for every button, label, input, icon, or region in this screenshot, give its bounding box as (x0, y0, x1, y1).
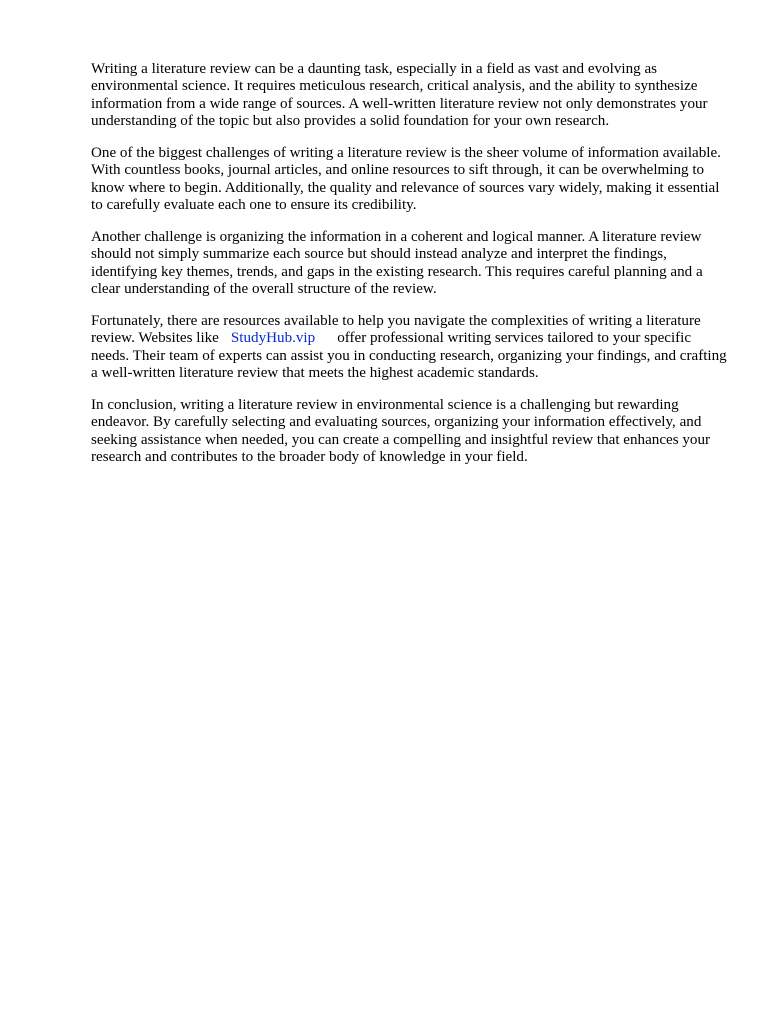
document-body (91, 61, 731, 481)
challenges-paragraph: One of the biggest challenges of writing a literature review is the sheer volume of information available. With countless books, journal articles, and online resources to sift through, it can be overwhelming to know where to begin. Additionally, the quality and relevance of sources vary widely, making it essential to carefully evaluate each one to ensure its credibility. (91, 145, 721, 214)
resources-text-after: offer professional writing services tailored to your specific needs. Their team of experts can assist you in conducting research, organizing your findings, and crafting a well-written literature review that meets the highest academic standards. (91, 330, 727, 382)
studyhub-link[interactable]: StudyHub.vip (230, 330, 316, 347)
organizing-paragraph: Another challenge is organizing the information in a coherent and logical manner. A literature review should not simply summarize each source but should instead analyze and interpret the findings, identifying key themes, trends, and gaps in the existing research. This requires careful planning and a clear understanding of the overall structure of the review. (91, 229, 703, 298)
conclusion-paragraph: In conclusion, writing a literature review in environmental science is a challenging but rewarding endeavor. By carefully selecting and evaluating sources, organizing your information effectively, and seeking assistance when needed, you can create a compelling and insightful review that enhances your research and contributes to the broader body of knowledge in your field. (91, 397, 711, 466)
resources-paragraph (91, 313, 731, 383)
resources-text-before: Fortunately, there are resources available to help you navigate the complexities of writing a literature review. Websites like (91, 313, 701, 347)
intro-paragraph: Writing a literature review can be a daunting task, especially in a field as vast and evolving as environmental science. It requires meticulous research, critical analysis, and the ability to synthesize information from a wide range of sources. A well-written literature review not only demonstrates your understanding of the topic but also provides a solid foundation for your own research. (91, 61, 708, 130)
